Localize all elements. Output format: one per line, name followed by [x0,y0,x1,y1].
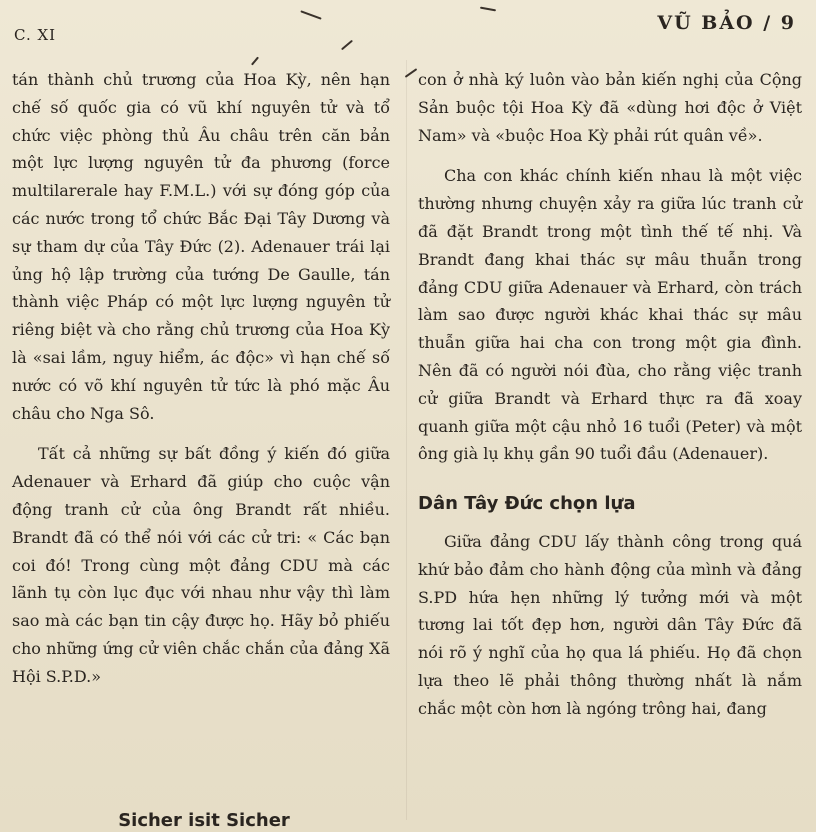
article-paragraph: tán thành chủ trương của Hoa Kỳ, nên hạn chế số quốc gia có vũ khí nguyên tử và tổ chức việc phòng thủ Âu châu trên căn bản một lực lượng nguyên tử đa phương (force multilarerale hay F.M.L.) với sự đóng góp của các nước trong tổ chức Bắc Đại Tây Dương và sự tham dự của Tây Đức (2). Adenauer trái lại ủng hộ lập trường của tướng De Gaulle, tán thành việc Pháp có một lực lượng nguyên tử riêng biệt và cho rằng chủ trương của Hoa Kỳ là «sai lầm, nguy hiểm, ác độc» vì hạn chế số nước có võ khí nguyên tử tức là phó mặc Âu châu cho Nga Sô. [12,70,390,423]
left-column [12,66,390,691]
article-paragraph: Tất cả những sự bất đồng ý kiến đó giữa Adenauer và Erhard đã giúp cho cuộc vận động tranh cử của ông Brandt rất nhiều. Brandt đã có thể nói với các cử tri: « Các bạn coi đó! Trong cùng một đảng CDU mà các lãnh tụ còn lục đục với nhau như vậy thì làm sao mà các bạn tin cậy được họ. Hãy bỏ phiếu cho những ứng cử viên chắc chắn của đảng Xã Hội S.P.D.» [12,444,390,686]
section-subheading: Sicher isit Sicher [118,810,290,831]
article-paragraph: con ở nhà ký luôn vào bản kiến nghị của Cộng Sản buộc tội Hoa Kỳ đã «dùng hơi độc ở Việt Nam» và «buộc Hoa Kỳ phải rút quân về». [418,70,802,145]
article-paragraph: Cha con khác chính kiến nhau là một việc thường nhưng chuyện xảy ra giữa lúc tranh cử đã đặt Brandt trong một tình thế tế nhị. Và Brandt đang khai thác sự mâu thuẫn trong đảng CDU giữa Adenauer và Erhard, còn trách làm sao được người khác khai thác sự mâu thuẫn giữa hai cha con trong một gia đình. Nên đã có người nói đùa, cho rằng việc tranh cử giữa Brandt và Erhard thực ra đã xoay quanh giữa một cậu nhỏ 16 tuổi (Peter) và một ông già lụ khụ gần 90 tuổi đầu (Adenauer). [418,166,802,464]
ink-scratch [341,40,353,51]
page-header-title: VŨ BẢO / 9 [657,12,796,34]
column-divider [406,60,407,820]
ink-scratch [251,57,259,66]
right-column [418,66,802,723]
article-paragraph: Giữa đảng CDU lấy thành công trong quá khứ bảo đảm cho hành động của mình và đảng S.PD hứa hẹn những lý tưởng mới và một tương lai tốt đẹp hơn, người dân Tây Đức đã nói rõ ý nghĩ của họ qua lá phiếu. Họ đã chọn lựa theo lẽ phải thông thường nhất là nắm chắc một còn hơn là ngóng trông hai, đang [418,531,802,718]
ink-scratch [480,7,496,12]
ink-scratch [300,10,321,19]
page-section-label: C. XI [14,26,57,44]
section-subheading: Dân Tây Đức chọn lựa [418,493,636,515]
